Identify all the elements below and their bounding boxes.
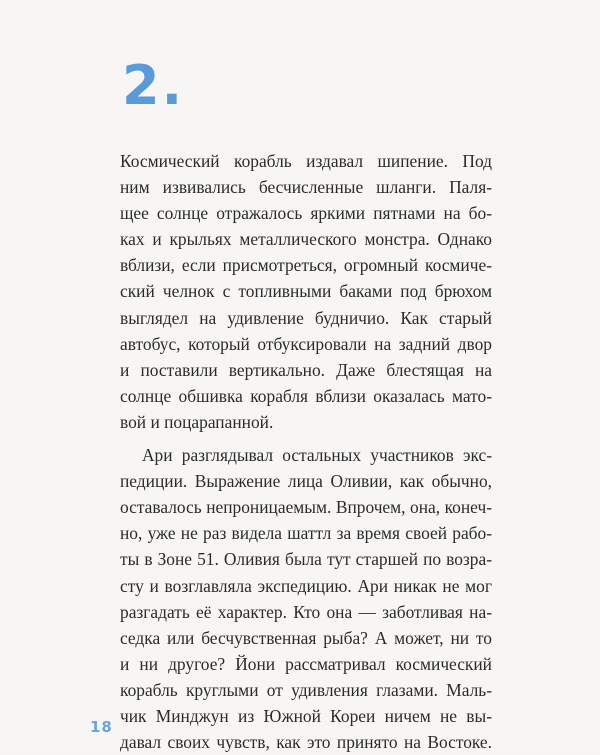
text-line: разгадать её характер. Кто она — заботливая на- [120,601,492,622]
text-line: вблизи, если присмотреться, огромный космиче- [120,255,492,276]
text-line: выглядел на удивление будничио. Как старый [120,307,492,328]
text-line: и поставили вертикально. Даже блестящая на [120,359,492,380]
text-line: ках и крыльях металлического монстра. Однако [120,229,492,250]
paragraph-spacer [120,435,492,442]
text-line: седка или бесчувственная рыба? А может, ни то [120,627,492,648]
text-line: сту и возглавляла экспедицию. Ари никак не мог [120,575,492,596]
text-line: вой и поцарапанной. [120,411,274,432]
text-line: автобус, который отбуксировали на задний двор [120,333,492,354]
text-line: и ни другое? Йони рассматривал космический [120,653,492,674]
text-line: ский челнок с топливными баками под брюхом [120,281,492,302]
text-line: солнце обшивка корабля вблизи оказалась мато- [120,385,492,406]
text-line: давал своих чувств, как это принято на Востоке. [120,732,492,753]
text-line: чик Минджун из Южной Кореи ничем не вы- [120,705,492,726]
text-line: ты в Зоне 51. Оливия была тут старшей по возра- [120,549,492,570]
chapter-number: 2. [122,54,185,117]
text-line: оставалось непроницаемым. Впрочем, она, конеч- [120,497,492,518]
text-line: ним извивались бесчисленные шланги. Паля- [120,177,492,198]
text-line: щее солнце отражалось яркими пятнами на бо- [120,203,492,224]
chapter-body [120,148,492,755]
text-line: Ари разглядывал остальных участников экс- [142,445,492,466]
text-line: но, уже не раз видела шаттл за время своей рабо- [120,523,492,544]
paragraph-2 [120,442,492,755]
paragraph-1 [120,148,492,435]
page-number: 18 [90,718,113,736]
text-line: педиции. Выражение лица Оливии, как обычно, [120,471,492,492]
text-line: корабль круглыми от удивления глазами. Маль- [120,679,492,700]
text-line: Космический корабль издавал шипение. Под [120,151,492,171]
